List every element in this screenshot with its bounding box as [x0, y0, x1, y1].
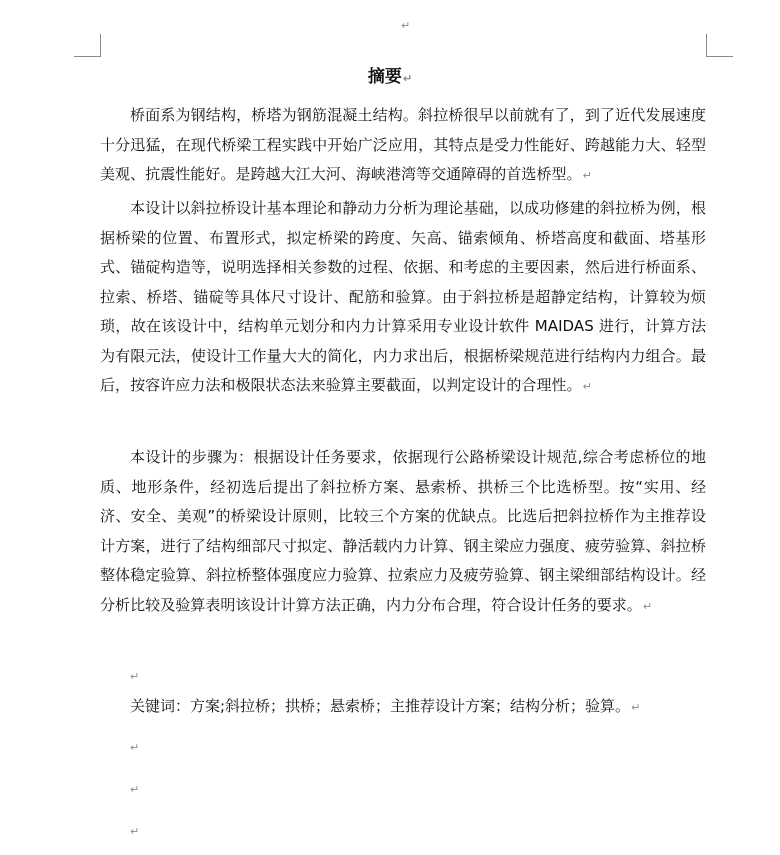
paragraph-mark: ↵	[642, 599, 653, 613]
paragraph-mark: ↵	[402, 72, 413, 85]
paragraph-3[interactable]	[100, 443, 706, 621]
paragraph-mark: ↵	[631, 701, 641, 714]
paragraph-1-text: 桥面系为钢结构，桥塔为钢筋混凝土结构。斜拉桥很早以前就有了，到了近代发展速度十分迅猛，在现代桥梁工程实践中开始广泛应用，其特点是受力性能好、跨越能力大、轻型美观、抗震性能好。是跨越大江大河、海峡港湾等交通障碍的首选桥型。	[100, 106, 706, 183]
margin-corner-mark-right	[706, 34, 733, 57]
empty-paragraph-mark: ↵	[130, 825, 140, 838]
paragraph-mark: ↵	[401, 19, 411, 32]
paragraph-2-text: 本设计以斜拉桥设计基本理论和静动力分析为理论基础，以成功修建的斜拉桥为例，根据桥梁的位置、布置形式，拟定桥梁的跨度、矢高、锚索倾角、桥塔高度和截面、塔基形式、锚碇构造等，说明选择相关参数的过程、依据、和考虑的主要因素，然后进行桥面系、拉索、桥塔、锚碇等具体尺寸设计、配筋和验算。由于斜拉桥是超静定结构，计算较为烦琐，故在该设计中，结构单元划分和内力计算采用专业设计软件 MAIDAS 进行，计算方法为有限元法，使设计工作量大大的简化，内力求出后，根据桥梁规范进行结构内力组合。最后，按容许应力法和极限状态法来验算主要截面，以判定设计的合理性。	[100, 199, 706, 394]
paragraph-1[interactable]	[100, 101, 706, 191]
empty-paragraph-mark: ↵	[130, 783, 140, 796]
keywords-text: 关键词：方案;斜拉桥；拱桥；悬索桥；主推荐设计方案；结构分析；验算。	[130, 697, 631, 715]
empty-paragraph-mark: ↵	[130, 670, 140, 683]
empty-paragraph-mark: ↵	[130, 741, 140, 754]
paragraph-2[interactable]	[100, 194, 706, 402]
paragraph-mark: ↵	[582, 169, 592, 182]
document-title[interactable]	[0, 66, 780, 90]
keywords-line[interactable]	[100, 694, 706, 720]
margin-corner-mark-left	[74, 34, 101, 57]
title-text: 摘要	[367, 67, 402, 87]
paragraph-3-text: 本设计的步骤为：根据设计任务要求，依据现行公路桥梁设计规范,综合考虑桥位的地质、地形条件，经初选后提出了斜拉桥方案、悬索桥、拱桥三个比选桥型。按“实用、经济、安全、美观”的桥梁设计原则，比较三个方案的优缺点。比选后把斜拉桥作为主推荐设计方案，进行了结构细部尺寸拟定、静活载内力计算、钢主梁应力强度、疲劳验算、斜拉桥整体稳定验算、斜拉桥整体强度应力验算、拉索应力及疲劳验算、钢主梁细部结构设计。经分析比较及验算表明该设计计算方法正确，内力分布合理，符合设计任务的要求。	[100, 448, 706, 614]
paragraph-mark: ↵	[582, 380, 592, 393]
